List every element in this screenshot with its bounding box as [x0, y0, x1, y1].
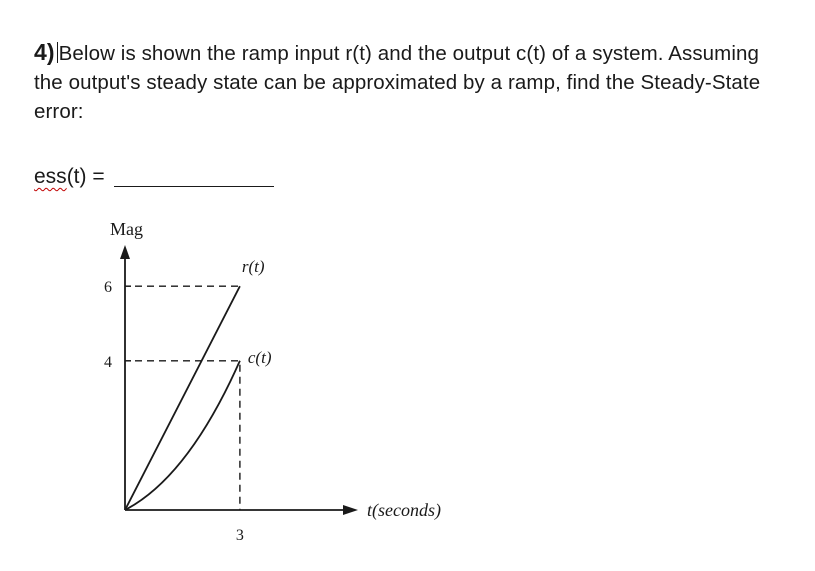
- series-label-r: r(t): [241, 257, 265, 277]
- x-axis-label: t(seconds): [367, 500, 441, 520]
- series-label-c: c(t): [247, 347, 272, 367]
- question-number: 4): [34, 39, 55, 65]
- answer-label-suffix: (t) =: [66, 165, 111, 188]
- x-axis-arrow-icon: [343, 505, 358, 515]
- y-axis-arrow-icon: [120, 245, 130, 259]
- y-tick-label-4: 4: [104, 353, 112, 371]
- question-line-2: the output's steady state can be approximated by a ramp, find the Steady-State: [34, 71, 761, 94]
- series-c-t: [125, 361, 240, 510]
- answer-label-ess: ess: [34, 165, 67, 188]
- question-line-1: Below is shown the ramp input r(t) and the output c(t) of a system. Assuming: [58, 42, 760, 65]
- y-axis-label: Mag: [110, 219, 143, 239]
- y-tick-label-6: 6: [104, 279, 112, 297]
- x-tick-label-3: 3: [235, 527, 244, 544]
- question-line-3: error:: [34, 100, 84, 123]
